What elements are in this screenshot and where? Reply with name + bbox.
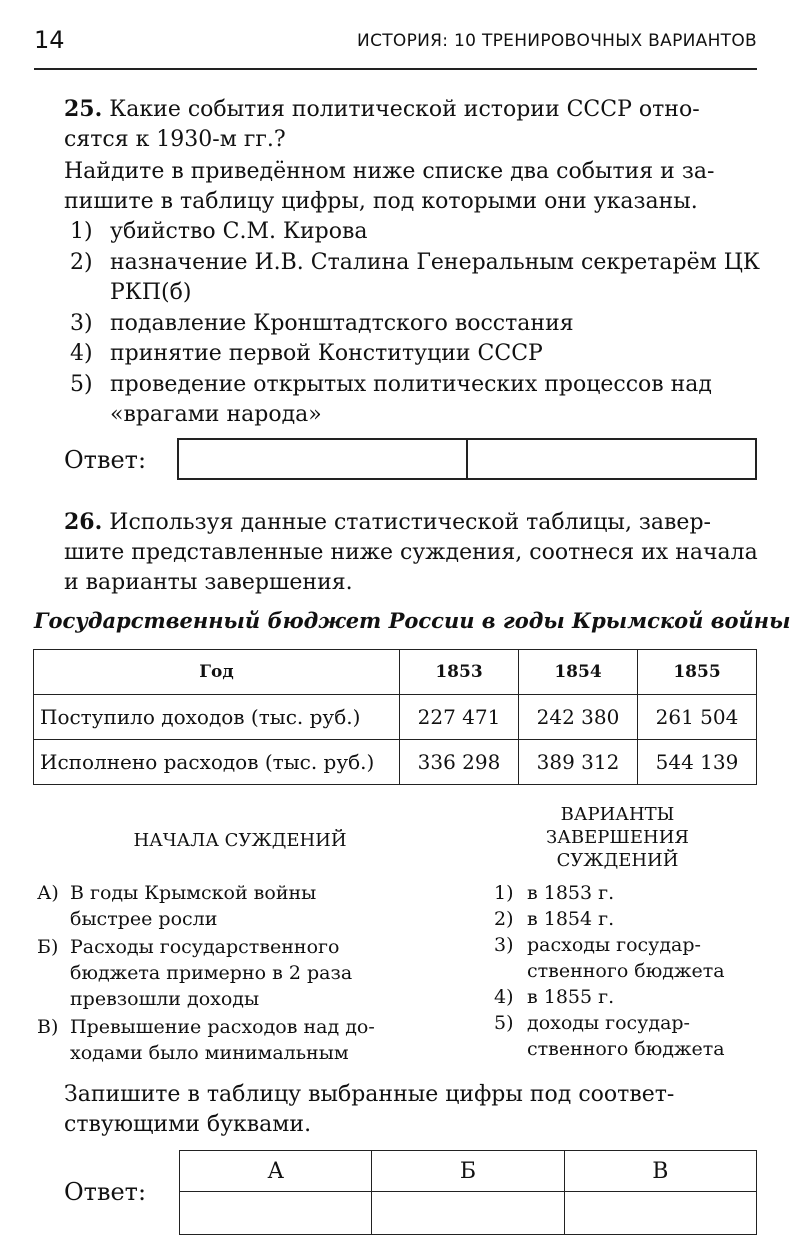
table-header-cell: Год	[34, 650, 400, 695]
ending-text: в 1853 г.	[527, 882, 615, 904]
table-header-row	[34, 650, 757, 695]
option-number: 1)	[70, 219, 93, 244]
q26-answer-label: Ответ:	[64, 1178, 147, 1206]
option-text: назначение И.В. Сталина Генеральным секретарём ЦК РКП(б)	[110, 250, 760, 305]
table-row	[34, 740, 757, 785]
page-number: 14	[34, 26, 65, 54]
answer-column-b: Б	[372, 1151, 564, 1192]
q25-question	[64, 94, 759, 155]
beginning-letter: А)	[37, 882, 59, 904]
option-number: 2)	[70, 250, 93, 275]
q26-number: 26.	[64, 509, 103, 535]
table-cell: Поступило доходов (тыс. руб.)	[34, 695, 400, 740]
table-cell: Исполнено расходов (тыс. руб.)	[34, 740, 400, 785]
ending-text: в 1855 г.	[527, 986, 615, 1008]
ending-number: 5)	[494, 1012, 514, 1034]
table-row	[34, 695, 757, 740]
ending-text: в 1854 г.	[527, 908, 615, 930]
table-cell: 389 312	[519, 740, 638, 785]
q25-instruction-line2: пишите в таблицу цифры, под которыми они указаны.	[64, 189, 698, 214]
beginnings-header: НАЧАЛА СУЖДЕНИЙ	[133, 830, 347, 851]
endings-header	[500, 803, 735, 872]
q26-intro	[64, 507, 759, 598]
q25-answer-label: Ответ:	[64, 446, 147, 474]
table-header-cell: 1854	[519, 650, 638, 695]
q25-answer-cell-1[interactable]	[179, 440, 468, 478]
table-header-cell: 1855	[638, 650, 757, 695]
endings-header-line: ЗАВЕРШЕНИЯ	[546, 827, 689, 848]
table-cell: 336 298	[400, 740, 519, 785]
beginning-text: Превышение расходов над до-ходами было минимальным	[70, 1016, 375, 1064]
table-cell: 227 471	[400, 695, 519, 740]
option-text: проведение открытых политических процессов над «врагами народа»	[110, 372, 712, 427]
answer-column-c: В	[564, 1151, 756, 1192]
table-caption: Государственный бюджет России в годы Крымской войны	[34, 608, 791, 633]
q26-intro-line3: и варианты завершения.	[64, 570, 353, 595]
q26-answer-table	[179, 1150, 757, 1235]
write-line: ствующими буквами.	[64, 1112, 312, 1137]
beginning-text: В годы Крымской войны быстрее росли	[70, 882, 317, 930]
option-text: подавление Кронштадтского восстания	[110, 311, 574, 336]
beginning-letter: Б)	[37, 936, 59, 958]
q25-answer-cell-2[interactable]	[468, 440, 755, 478]
answer-header-row	[180, 1151, 757, 1192]
q25-answer-box	[177, 438, 757, 480]
option-text: убийство С.М. Кирова	[110, 219, 368, 244]
ending-number: 4)	[494, 986, 514, 1008]
book-title: ИСТОРИЯ: 10 ТРЕНИРОВОЧНЫХ ВАРИАНТОВ	[357, 31, 757, 51]
beginning-text: Расходы государственного бюджета примерно в 2 раза превзошли доходы	[70, 936, 353, 1010]
endings-header-line: ВАРИАНТЫ	[560, 804, 675, 825]
ending-text: доходы государ-ственного бюджета	[527, 1012, 725, 1060]
endings-header-line: СУЖДЕНИЙ	[556, 850, 679, 871]
q26-write-instruction	[64, 1080, 759, 1140]
answer-cell-a[interactable]	[180, 1192, 372, 1235]
table-header-cell: 1853	[400, 650, 519, 695]
table-cell: 544 139	[638, 740, 757, 785]
ending-number: 2)	[494, 908, 514, 930]
write-line: Запишите в таблицу выбранные цифры под соответ-	[64, 1082, 675, 1107]
answer-column-a: А	[180, 1151, 372, 1192]
answer-cell-b[interactable]	[372, 1192, 564, 1235]
option-number: 5)	[70, 372, 93, 397]
q25-question-line2: сятся к 1930-м гг.?	[64, 127, 286, 152]
budget-table	[33, 649, 757, 785]
answer-input-row	[180, 1192, 757, 1235]
option-number: 4)	[70, 341, 93, 366]
page-header	[34, 20, 757, 70]
answer-cell-c[interactable]	[564, 1192, 756, 1235]
q25-instruction-line1: Найдите в приведённом ниже списке два события и за-	[64, 159, 715, 184]
option-number: 3)	[70, 311, 93, 336]
q25-number: 25.	[64, 96, 103, 122]
table-cell: 261 504	[638, 695, 757, 740]
ending-text: расходы государ-ственного бюджета	[527, 934, 725, 982]
q25-instruction	[64, 157, 759, 217]
beginning-letter: В)	[37, 1016, 59, 1038]
q26-intro-line1: Используя данные статистической таблицы, завер-	[109, 510, 711, 535]
q25-question-line1: Какие события политической истории СССР отно-	[109, 97, 700, 122]
q26-intro-line2: шите представленные ниже суждения, соотнеся их начала	[64, 540, 758, 565]
option-text: принятие первой Конституции СССР	[110, 341, 543, 366]
ending-number: 1)	[494, 882, 514, 904]
table-cell: 242 380	[519, 695, 638, 740]
ending-number: 3)	[494, 934, 514, 956]
